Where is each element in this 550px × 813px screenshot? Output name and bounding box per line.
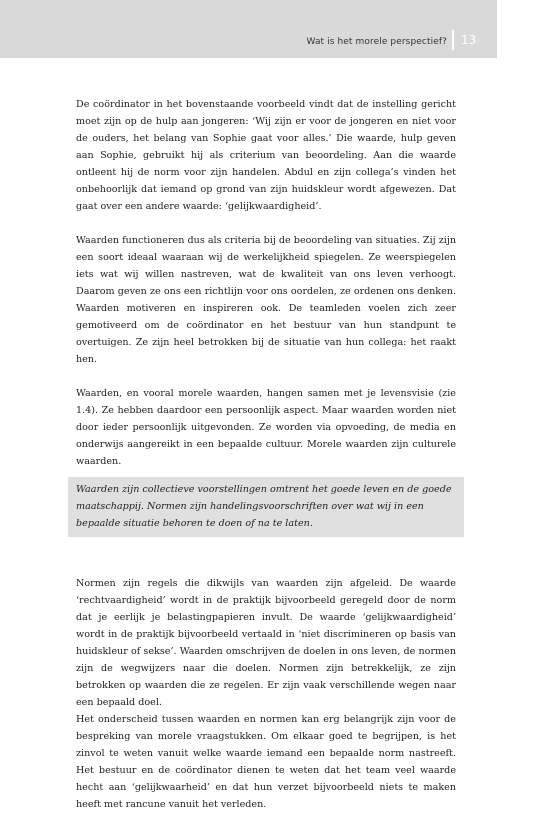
page-number: 13: [461, 33, 477, 47]
header-separator: [452, 30, 454, 50]
definition-callout: Waarden zijn collectieve voorstellingen omtrent het goede leven en de goede maatschappij. Normen zijn handelingsvoorschriften over wat wij in een bepaalde situatie behoren te doen of na te laten.: [68, 477, 464, 537]
paragraph-5: Het onderscheid tussen waarden en normen kan erg belangrijk zijn voor de bespreking van morele vraagstukken. Om elkaar goed te begrijpen, is het zinvol te weten vanuit welke waarde iemand een bepaalde norm nastreeft. Het bestuur en de coördinator dienen te weten dat het team veel waarde hecht aan ‘gelijkwaarheid’ en dat hun verzet bijvoorbeeld niets te maken heeft met rancune vanuit het verleden.: [76, 714, 456, 810]
paragraph-1: De coördinator in het bovenstaande voorbeeld vindt dat de instelling gericht moet zijn op de hulp aan jongeren: ‘Wij zijn er voor de jongeren en niet voor de ouders, het belang van Sophie gaat voor alles.’ Die waarde, hulp geven aan Sophie, gebruikt hij als criterium van beoordeling. Aan die waarde ontleent hij de norm voor zijn handelen. Abdul en zijn collega’s vinden het onbehoorlijk dat iemand op grond van zijn huidskleur wordt afgewezen. Dat gaat over een andere waarde: ‘gelijkwaardigheid’.: [76, 99, 456, 212]
paragraph-3: Waarden, en vooral morele waarden, hangen samen met je levensvisie (zie 1.4). Ze hebben daardoor een persoonlijk aspect. Maar waarden worden niet door ieder persoonlijk uitgevonden. Ze worden via opvoeding, de media en onderwijs aangereikt in een bepaalde cultuur. Morele waarden zijn culturele waarden.: [76, 388, 456, 467]
running-head-title: Wat is het morele perspectief?: [306, 37, 447, 47]
paragraph-2: Waarden functioneren dus als criteria bij de beoordeling van situaties. Zij zijn een soort ideaal waaraan wij de werkelijkheid spiegelen. Ze weerspiegelen iets wat wij willen nastreven, wat de kwaliteit van ons leven verhoogt. Daarom geven ze ons een richtlijn voor ons oordelen, ze ordenen ons denken. Waarden motiveren en inspireren ook. De teamleden voelen zich zeer gemotiveerd om de coördinator en het bestuur van hun standpunt te overtuigen. Ze zijn heel betrokken bij de situatie van hun collega: het raakt hen.: [76, 235, 456, 365]
page-body: [76, 96, 456, 813]
paragraph-4: Normen zijn regels die dikwijls van waarden zijn afgeleid. De waarde ‘rechtvaardigheid’ wordt in de praktijk bijvoorbeeld geregeld door de norm dat je eerlijk je belastingpapieren invult. De waarde ‘gelijkwaardigheid’ wordt in de praktijk bijvoorbeeld vertaald in ‘niet discrimineren op basis van huidskleur of sekse’. Waarden omschrijven de doelen in ons leven, de normen zijn de wegwijzers naar die doelen. Normen zijn betrekkelijk, ze zijn betrokken op waarden die ze regelen. Er zijn vaak verschillende wegen naar een bepaald doel.: [76, 578, 456, 708]
page-header-band: [0, 0, 497, 58]
